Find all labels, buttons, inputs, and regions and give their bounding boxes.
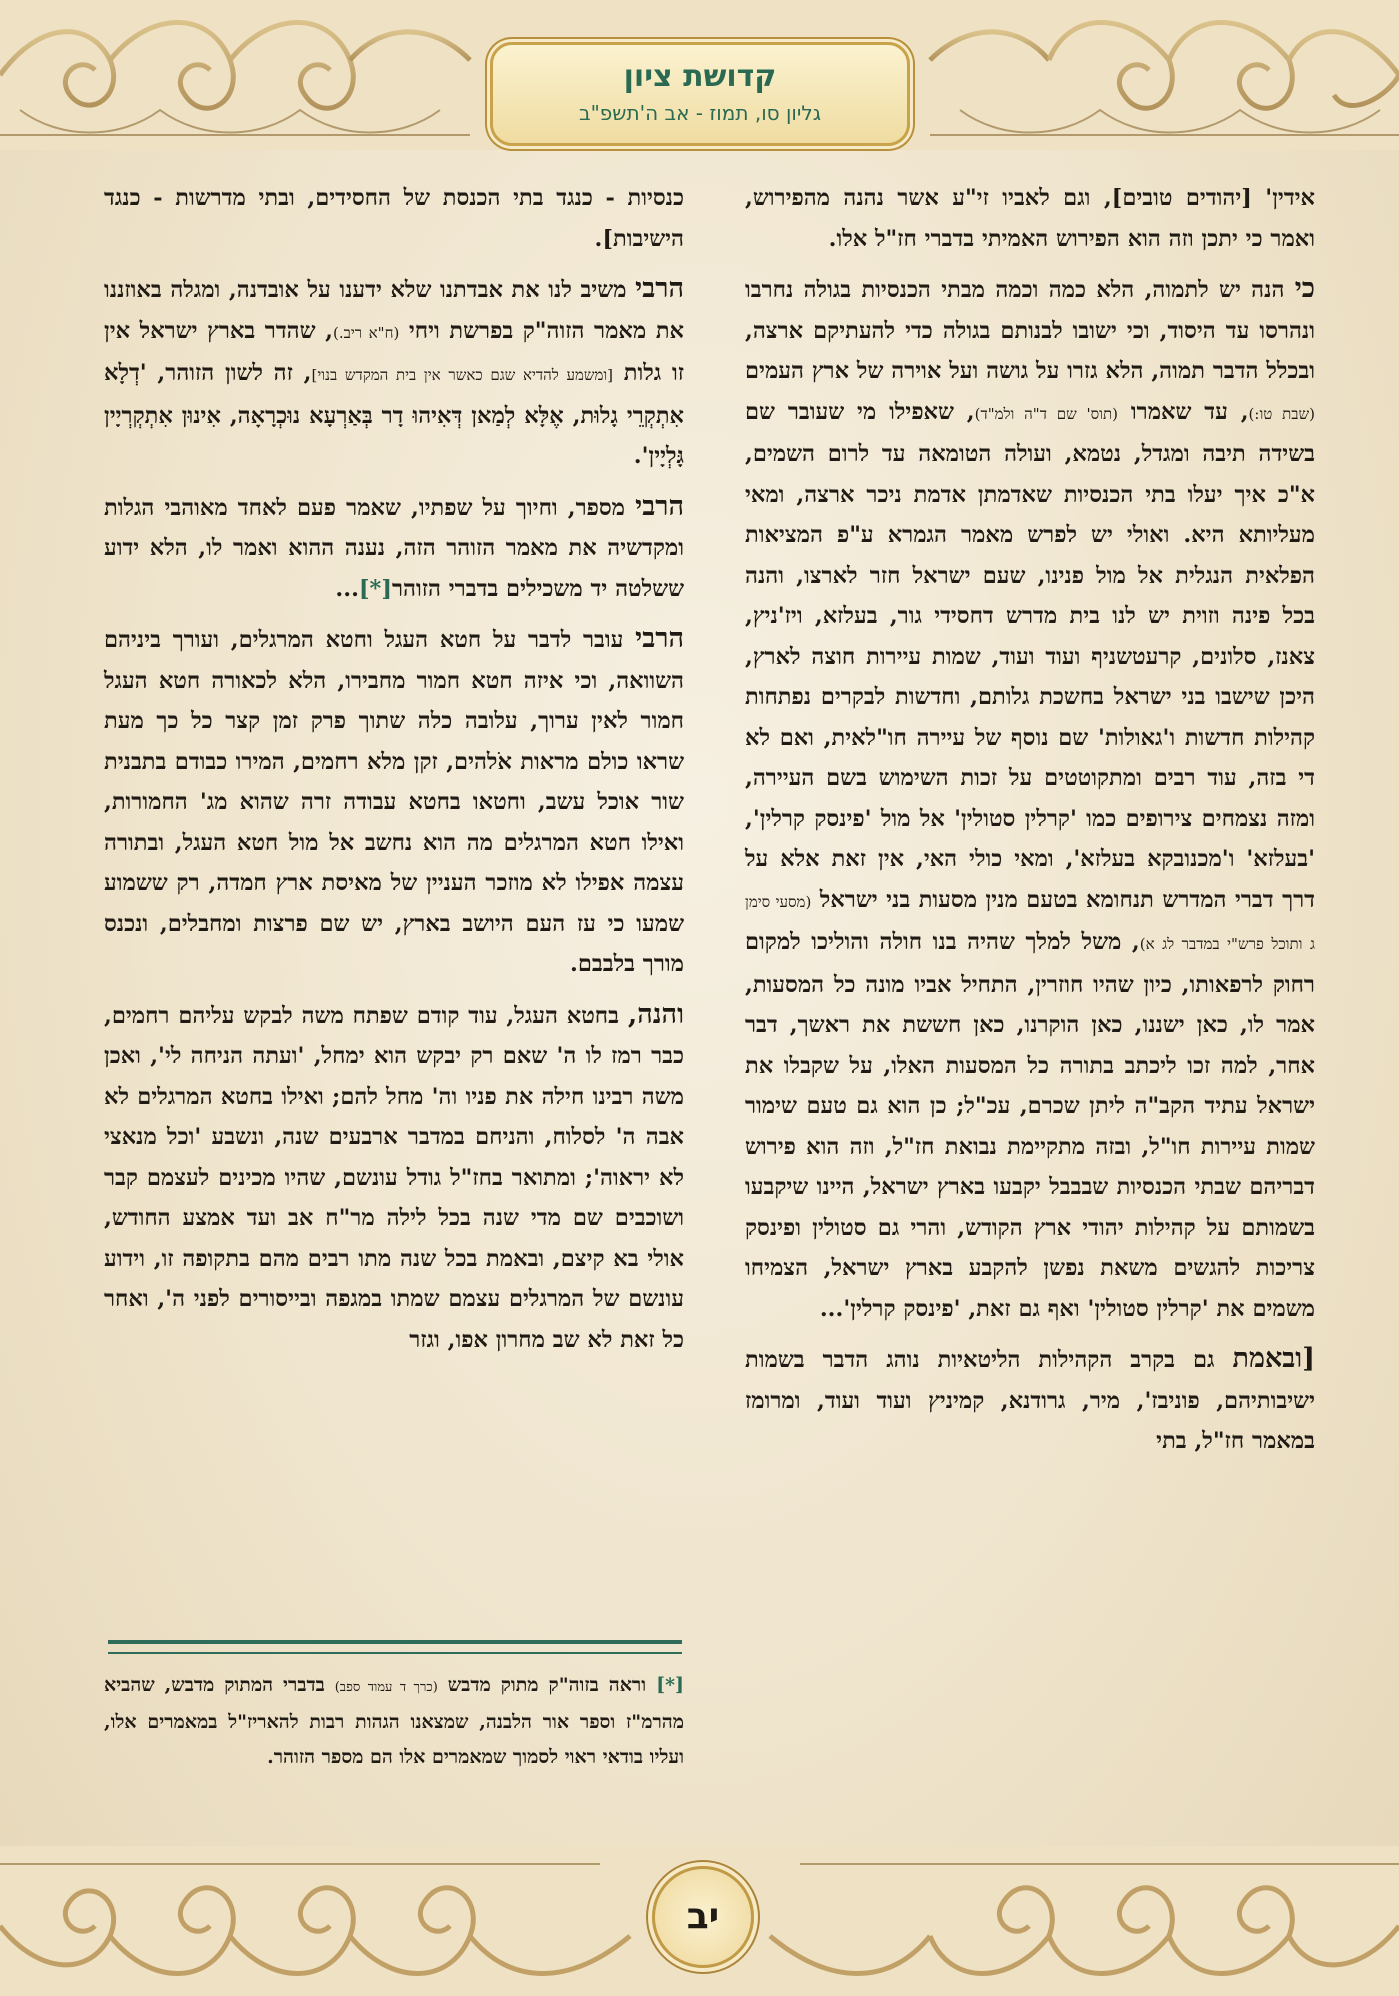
paragraph-lead-word: כי xyxy=(1294,273,1315,304)
source-reference: (תוס' שם ד"ה ולמ"ד) xyxy=(974,404,1119,423)
footnote xyxy=(104,1668,684,1775)
publication-title: קדושת ציון xyxy=(623,59,777,94)
paragraph-text: כנסיות - כנגד בתי הכנסת של החסידים, ובתי מדרשות - כנגד הישיבות]. xyxy=(104,185,684,252)
paragraph-text: , עד שאמרו xyxy=(1118,398,1249,425)
paragraph-text: עובר לדבר על חטא העגל וחטא המרגלים, ועורך ביניהם השוואה, וכי איזה חטא חמור מחבירו, הלא לכאורה חטא העגל חמור לאין ערוך, עלובה כלה שתוך פרק זמן קצר כל כך מעת שראו כולם מראות אֹלהים, זקן מלא רחמים, המירו כבודם בתבנית שור אוכל עשב, וחטאו בחטא עבודה זרה שהוא מג' החמורות, ואילו חטא המרגלים מה הוא נחשב אל מול חטא העגל, ובתורה עצמה אפילו לא מוזכר העניין של מאיסת ארץ חמדה, רק ששמוע שמעו כי עז העם היושב בארץ, יש שם פרצות ומחבלים, ונכנס מורך בלבבם. xyxy=(104,627,684,977)
paragraph-text: אידין' [יהודים טובים], וגם לאביו זי"ע אשר נהנה מהפירוש, ואמר כי יתכן וזה הוא הפירוש האמיתי בדברי חז"ל אלו. xyxy=(745,185,1315,252)
paragraph xyxy=(745,1339,1315,1462)
paragraph-text: גם בקרב הקהילות הליטאיות נוהג הדבר בשמות ישיבותיהם, פוניבז', מיר, גרודנא, קמיניץ ועוד ועוד, ומרומז במאמר חז"ל, בתי xyxy=(745,1347,1315,1454)
issue-subtitle: גליון סו, תמוז - אב ה'תשפ"ב xyxy=(579,101,821,125)
source-reference: [ומשמע להדיא שגם כאשר אין בית המקדש בנוי] xyxy=(311,366,614,384)
paragraph xyxy=(104,487,684,610)
source-reference: (מסעי סימן ג ותוכל פרש"י במדבר לג א) xyxy=(745,892,1315,953)
paragraph-lead-word: והנה, xyxy=(627,998,684,1030)
paragraph xyxy=(104,995,684,1361)
paragraph-text: משיב לנו את אבדתנו שלא ידענו על אובדנה, ומגלה באוזננו את מאמר הזוה"ק בפרשת ויחי xyxy=(104,277,684,344)
footnote-mark: [*] xyxy=(656,1674,684,1696)
paragraph-text: , שהדר בארץ ישראל אין זו גלות xyxy=(104,317,684,386)
paragraph-text: , שאפילו מי שעובר שם בשידה תיבה ומגדל, נטמא, ועולה הטומאה עד לרום השמים, א"כ איך יעלו בתי הכנסיות שאדמתן אדמת ניכר ארצה, ומאי מעליותא היא. ואולי יש לפרש מאמר הגמרא ע"פ המציאות הפלאית הנגלית אל מול פנינו, שעם ישראל חזר לארצו, והנה בכל פינה וזוית יש לנו בית מדרש דחסידי גור, בעלזא, ויז'ניץ, צאנז, סלונים, קרעטשניף ועוד ועוד, שמות עיירות חוצה לארץ, היכן שישבו בני ישראל בחשכת גלותם, וחדשות לבקרים נפתחות קהילות חדשות ו'גאולות' שם נוסף של עיירה חו"לאית, ואם לא די בזה, עוד רבים ומתקוטטים על זכות השימוש בשם העיירה, ומזה נצמחים צירופים כמו 'קרלין סטולין' אל מול 'פינסק קרלין', 'בעלזא' ו'מכנובקא בעלזא', ומאי כולי האי, אין זאת אלא על דרך דברי המדרש תנחומא בטעם מנין מסעות בני ישראל xyxy=(745,398,1315,913)
source-reference: (כרך ד עמוד ספב) xyxy=(334,1680,438,1695)
footnote-text: בדברי המתוק מדבש, שהביא מהרמ"ז וספר אור הלבנה, שמצאנו הגהות רבות להאריז"ל במאמרים אלו, ועליו בודאי ראוי לסמוך שמאמרים אלו הם מספר הזוהר. xyxy=(104,1674,684,1768)
paragraph-text: , משל למלך שהיה בנו חולה והוליכו למקום רחוק לרפאותו, כיון שהיו חוזרין, התחיל אביו מונה כל המסעות, אמר לו, כאן ישננו, כאן הוקרנו, כאן חששת את ראשך, דבר אחר, למה זכו ליכתב בתורה כל המסעות האלו, על שקבלו את ישראל עתיד הקב"ה ליתן שכרם, עכ"ל; כן הוא גם טעם שימור שמות עיירות חו"ל, ובזה מתקיימת נבואת חז"ל, וזה הוא פירוש דבריהם שבתי הכנסיות שבבבל יקבעו בארץ ישראל, היינו שיקבעו בשמותם על קהילות יהודי ארץ הקודש, והרי גם סטולין ופינסק צריכות להגשים משאת נפשן להקבע בארץ ישראל, הצמיחו משמים את 'קרלין סטולין' ואף גם זאת, 'פינסק קרלין'... xyxy=(745,929,1315,1322)
paragraph-lead-word: הרבי xyxy=(635,623,684,654)
paragraph xyxy=(104,619,684,985)
paragraph-text: ... xyxy=(335,575,359,602)
paragraph-lead-word: [ובאמת xyxy=(1232,1343,1315,1374)
paragraph xyxy=(104,178,684,259)
footnote-reference-link[interactable]: [*] xyxy=(358,575,392,602)
source-reference: (ח"א ריב.) xyxy=(332,323,400,342)
header-cartouche xyxy=(490,42,910,146)
paragraph-text: , זה לשון הזוהר, 'דְלָא אִתְקְרֵי גָלוּת, אֶלָּא לְמַאן דְּאִיהוּ דָר בְּאַרְעָא נוּכְרָאָה, אִינוּן אִתְקְרְיָין גָּלְיָין'. xyxy=(104,360,684,469)
footnote-divider xyxy=(108,1640,682,1654)
article-body xyxy=(0,178,1399,1828)
source-reference: (שבת טו:) xyxy=(1248,404,1316,423)
paragraph xyxy=(104,269,684,477)
paragraph-text: בחטא העגל, עוד קודם שפתח משה לבקש עליהם רחמים, כבר רמז לו ה' שאם רק יבקש הוא ימחל, 'ועתה הניחה לי', ואכן משה רבינו חילה את פניו וה' מחל להם; ואילו בחטא המרגלים לא אבה ה' לסלוח, והניחם במדבר ארבעים שנה, ונשבע 'וכל מנאצי לא יראוה'; ומתואר בחז"ל גודל עונשם, שהיו מכינים לעצמם קבר ושוכבים שם מדי שנה בכל לילה מר"ח אב ועד אמצע החודש, אולי בא קיצם, ובאמת בכל שנה מתו רבים מהם בתקופה זו, וידוע עונשם של המרגלים עצמם שמתו במגפה ובייסורים לפני ה', ואחר כל זאת לא שב מחרון אפו, וגזר xyxy=(104,1002,684,1353)
right-column xyxy=(745,178,1315,1472)
footnote-text: וראה בזוה"ק מתוק מדבש xyxy=(437,1674,657,1696)
paragraph-text: מספר, וחיוך על שפתיו, שאמר פעם לאחד מאוהבי הגלות ומקדשיה את מאמר הזוהר הזה, נענה ההוא ואמר לו, הלא ידוע ששלטה יד משכילים בדברי הזוהר xyxy=(104,494,684,602)
paragraph xyxy=(745,178,1315,259)
paragraph-text: הנה יש לתמוה, הלא כמה וכמה מבתי הכנסיות בגולה נחרבו ונהרסו עד היסוד, וכי ישובו לבנותם בגולה כדי להעתיקם ארצה, ובכלל הדבר תמוה, הלא גזרו על גושה ועל אוירה של ארץ העמים xyxy=(745,277,1315,384)
paragraph-lead-word: הרבי xyxy=(635,490,684,522)
paragraph xyxy=(745,269,1315,1329)
paragraph-lead-word: הרבי xyxy=(635,273,684,304)
left-column xyxy=(104,178,684,1370)
page-number: יב xyxy=(652,1866,754,1968)
